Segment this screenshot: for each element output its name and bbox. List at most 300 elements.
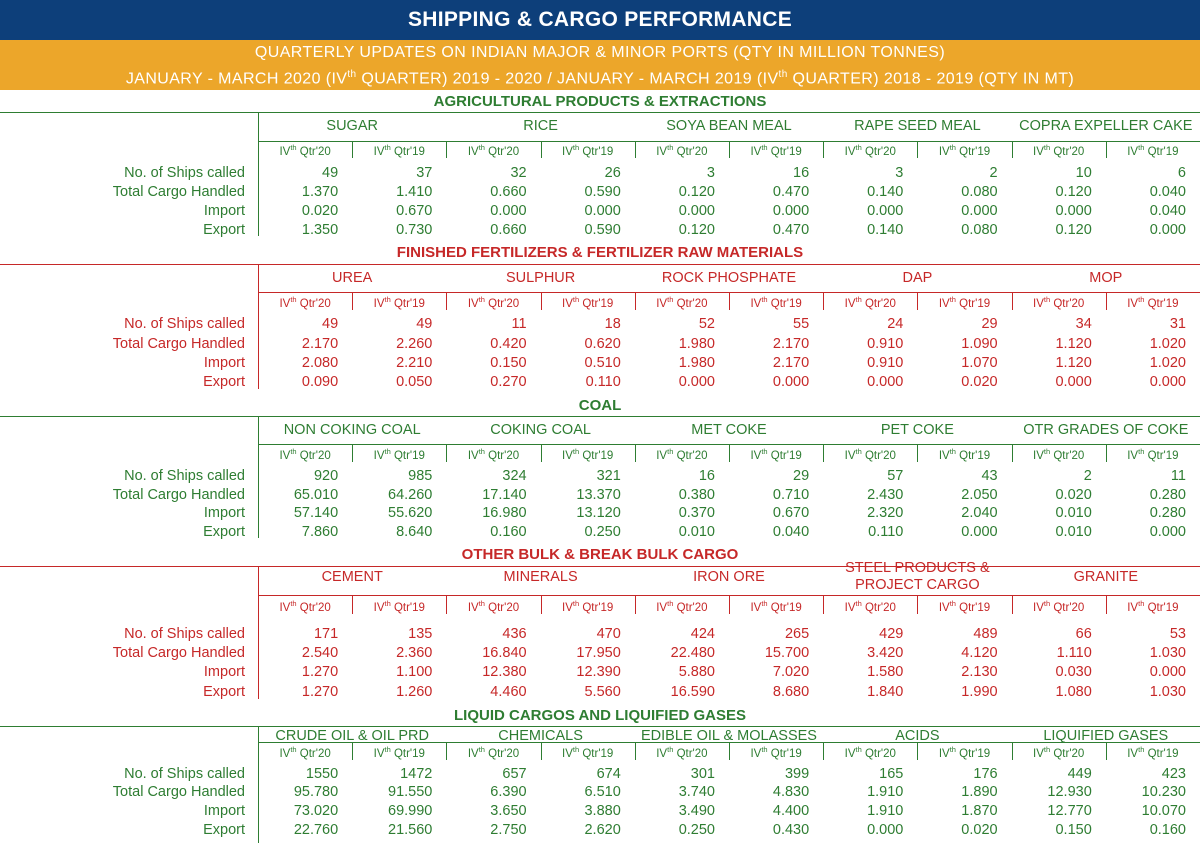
quarter-base: IV bbox=[1033, 297, 1044, 310]
row-label: Import bbox=[203, 803, 245, 819]
table-cell: 0.120 bbox=[1055, 184, 1092, 200]
row-label: Import bbox=[203, 505, 245, 521]
row-label: Export bbox=[203, 684, 245, 700]
table-cell: 449 bbox=[1067, 766, 1092, 782]
quarter-base: IV bbox=[844, 145, 856, 158]
row-label: Export bbox=[203, 524, 245, 540]
table-cell: 1.910 bbox=[867, 803, 904, 819]
quarter-year: Qtr'19 bbox=[955, 747, 991, 760]
quarter-header bbox=[917, 295, 1011, 310]
quarter-sup: th bbox=[384, 143, 391, 152]
table-cell: 16 bbox=[698, 468, 715, 484]
quarter-year: Qtr'20 bbox=[484, 449, 520, 462]
table-cell: 2.170 bbox=[301, 336, 339, 352]
table-cell: 11 bbox=[511, 316, 527, 332]
row-label: Import bbox=[203, 664, 245, 680]
quarter-base: IV bbox=[1033, 449, 1044, 462]
table-cell: 13.370 bbox=[576, 487, 621, 503]
section-top-rule bbox=[0, 112, 1200, 113]
table-cell: 1.080 bbox=[1055, 684, 1092, 700]
quarter-base: IV bbox=[1033, 747, 1044, 760]
table-cell: 8.680 bbox=[772, 684, 810, 700]
quarter-sup: th bbox=[855, 745, 862, 754]
table-cell: 0.020 bbox=[301, 203, 339, 219]
quarter-sup: th bbox=[572, 295, 580, 304]
quarter-year: Qtr'19 bbox=[767, 145, 802, 158]
table-cell: 176 bbox=[973, 766, 998, 782]
quarter-year: Qtr'20 bbox=[673, 297, 708, 310]
table-cell: 135 bbox=[408, 626, 433, 642]
quarter-sup: th bbox=[572, 143, 580, 152]
table-cell: 301 bbox=[690, 766, 715, 782]
quarter-base: IV bbox=[562, 747, 573, 760]
table-cell: 10 bbox=[1075, 165, 1092, 181]
quarter-year: Qtr'19 bbox=[1144, 297, 1179, 310]
quarter-header bbox=[258, 447, 352, 462]
table-cell: 1.270 bbox=[301, 684, 339, 700]
quarter-header bbox=[541, 599, 635, 614]
table-cell: 1.890 bbox=[961, 784, 998, 800]
table-cell: 12.930 bbox=[1047, 784, 1092, 800]
quarter-year: Qtr'19 bbox=[579, 601, 614, 614]
quarter-header bbox=[635, 143, 729, 158]
quarter-header bbox=[258, 295, 352, 310]
quarter-sup: th bbox=[855, 599, 862, 608]
quarter-sup: th bbox=[1138, 447, 1145, 456]
quarter-base: IV bbox=[938, 747, 950, 760]
table-cell: 0.000 bbox=[1149, 664, 1186, 680]
quarter-year: Qtr'19 bbox=[390, 747, 425, 760]
section-top-rule bbox=[0, 726, 1200, 727]
table-cell: 0.020 bbox=[961, 374, 998, 390]
category-label: GRANITE bbox=[1073, 569, 1139, 585]
table-cell: 16 bbox=[793, 165, 810, 181]
category-label: RAPE SEED MEAL bbox=[854, 118, 981, 134]
table-cell: 10.230 bbox=[1141, 784, 1186, 800]
subtitle-line-2-part-1: JANUARY - MARCH 2020 (IV bbox=[125, 70, 348, 88]
row-label: Total Cargo Handled bbox=[112, 645, 245, 661]
quarter-header bbox=[635, 295, 729, 310]
table-cell: 1.120 bbox=[1055, 336, 1092, 352]
table-cell: 6.390 bbox=[490, 784, 527, 800]
category-label: SOYA BEAN MEAL bbox=[666, 118, 792, 134]
quarter-header bbox=[1012, 143, 1106, 158]
quarter-base: IV bbox=[844, 297, 856, 310]
quarter-header bbox=[635, 745, 729, 760]
quarter-sup: th bbox=[1043, 745, 1051, 754]
table-cell: 674 bbox=[596, 766, 621, 782]
row-label: No. of Ships called bbox=[124, 468, 245, 484]
table-cell: 436 bbox=[502, 626, 527, 642]
category-label: STEEL PRODUCTS & PROJECT CARGO bbox=[845, 560, 990, 593]
quarter-sup: th bbox=[478, 295, 485, 304]
category-label: NON COKING COAL bbox=[283, 422, 421, 438]
section-5 bbox=[0, 706, 1200, 849]
category-label: CHEMICALS bbox=[498, 728, 583, 744]
table-cell: 12.390 bbox=[576, 664, 621, 680]
quarter-year: Qtr'19 bbox=[390, 601, 425, 614]
quarter-base: IV bbox=[562, 449, 573, 462]
category-label: MINERALS bbox=[503, 569, 578, 585]
quarter-sup: th bbox=[384, 295, 391, 304]
quarter-header bbox=[729, 143, 823, 158]
table-cell: 0.280 bbox=[1149, 505, 1186, 521]
quarter-base: IV bbox=[1127, 747, 1139, 760]
table-cell: 12.380 bbox=[482, 664, 527, 680]
table-cell: 0.420 bbox=[490, 336, 527, 352]
category-label: CEMENT bbox=[321, 569, 383, 585]
subtitle-line-2-sup-1: th bbox=[347, 69, 357, 80]
quarter-base: IV bbox=[562, 601, 573, 614]
table-cell: 0.590 bbox=[584, 222, 621, 238]
quarter-base: IV bbox=[467, 145, 479, 158]
table-cell: 0.000 bbox=[490, 203, 527, 219]
table-cell: 0.120 bbox=[678, 184, 715, 200]
quarter-year: Qtr'19 bbox=[1144, 747, 1179, 760]
quarter-year: Qtr'20 bbox=[296, 747, 331, 760]
quarter-header bbox=[1012, 745, 1106, 760]
table-cell: 0.660 bbox=[490, 222, 527, 238]
quarter-sup: th bbox=[384, 745, 391, 754]
table-cell: 489 bbox=[973, 626, 998, 642]
quarter-header bbox=[729, 447, 823, 462]
quarter-year: Qtr'20 bbox=[296, 145, 331, 158]
quarter-base: IV bbox=[938, 145, 950, 158]
quarter-year: Qtr'20 bbox=[484, 601, 520, 614]
row-label: Total Cargo Handled bbox=[112, 487, 245, 503]
table-cell: 34 bbox=[1075, 316, 1092, 332]
table-cell: 49 bbox=[416, 316, 433, 332]
quarter-header bbox=[446, 599, 540, 614]
table-cell: 64.260 bbox=[388, 487, 433, 503]
table-cell: 24 bbox=[887, 316, 904, 332]
category-label: MOP bbox=[1089, 270, 1123, 286]
section-2 bbox=[0, 243, 1200, 395]
table-cell: 2.050 bbox=[961, 487, 998, 503]
quarter-sup: th bbox=[1138, 599, 1145, 608]
quarter-header bbox=[729, 745, 823, 760]
table-cell: 0.000 bbox=[1055, 203, 1092, 219]
quarter-year: Qtr'20 bbox=[673, 747, 708, 760]
quarter-sup: th bbox=[761, 447, 768, 456]
quarter-base: IV bbox=[279, 145, 291, 158]
table-cell: 171 bbox=[313, 626, 339, 642]
quarter-base: IV bbox=[656, 449, 668, 462]
quarter-header bbox=[823, 143, 917, 158]
quarter-sup: th bbox=[949, 143, 956, 152]
table-cell: 1.110 bbox=[1056, 645, 1092, 661]
quarter-header bbox=[823, 295, 917, 310]
table-cell: 4.400 bbox=[772, 803, 810, 819]
quarter-year: Qtr'19 bbox=[767, 297, 802, 310]
quarter-base: IV bbox=[750, 747, 762, 760]
table-cell: 4.460 bbox=[490, 684, 527, 700]
table-cell: 4.830 bbox=[772, 784, 810, 800]
quarter-header bbox=[1012, 295, 1106, 310]
page-title: SHIPPING & CARGO PERFORMANCE bbox=[0, 0, 1200, 40]
table-cell: 91.550 bbox=[388, 784, 433, 800]
quarter-header bbox=[258, 745, 352, 760]
section-top-rule bbox=[0, 566, 1200, 567]
quarter-header bbox=[1012, 599, 1106, 614]
section-1 bbox=[0, 92, 1200, 242]
quarter-year: Qtr'19 bbox=[390, 449, 425, 462]
quarter-year: Qtr'20 bbox=[1050, 601, 1085, 614]
table-cell: 0.270 bbox=[490, 374, 527, 390]
section-title: LIQUID CARGOS AND LIQUIFIED GASES bbox=[454, 707, 746, 724]
table-cell: 1.350 bbox=[301, 222, 339, 238]
quarter-sup: th bbox=[855, 295, 862, 304]
table-cell: 0.590 bbox=[584, 184, 621, 200]
table-cell: 0.510 bbox=[584, 355, 621, 371]
quarter-year: Qtr'19 bbox=[1144, 449, 1179, 462]
quarter-sup: th bbox=[384, 599, 391, 608]
table-cell: 2.540 bbox=[301, 645, 339, 661]
quarter-sup: th bbox=[949, 745, 956, 754]
table-cell: 657 bbox=[502, 766, 527, 782]
table-cell: 470 bbox=[596, 626, 621, 642]
category-label: COPRA EXPELLER CAKE bbox=[1019, 118, 1193, 134]
table-cell: 0.000 bbox=[772, 203, 810, 219]
quarter-base: IV bbox=[656, 747, 668, 760]
table-cell: 321 bbox=[596, 468, 621, 484]
category-label: SUGAR bbox=[326, 118, 378, 134]
table-cell: 0.000 bbox=[1149, 524, 1186, 540]
quarter-base: IV bbox=[373, 601, 385, 614]
table-cell: 0.040 bbox=[772, 524, 810, 540]
table-cell: 1.910 bbox=[867, 784, 904, 800]
quarter-base: IV bbox=[656, 297, 668, 310]
table-cell: 6.510 bbox=[584, 784, 621, 800]
table-cell: 3.880 bbox=[584, 803, 621, 819]
table-cell: 31 bbox=[1169, 316, 1186, 332]
quarter-base: IV bbox=[844, 449, 856, 462]
row-label: Export bbox=[203, 374, 245, 390]
subtitle-banner bbox=[0, 40, 1200, 90]
table-cell: 0.250 bbox=[678, 822, 715, 838]
table-cell: 55 bbox=[793, 316, 810, 332]
category-label: DAP bbox=[902, 270, 933, 286]
subtitle-line-2-part-2: QUARTER) 2019 - 2020 / JANUARY - MARCH 2019 (IV bbox=[356, 70, 779, 88]
quarter-sup: th bbox=[667, 447, 674, 456]
category-label: OTR GRADES OF COKE bbox=[1023, 422, 1189, 438]
quarter-base: IV bbox=[844, 601, 856, 614]
table-cell: 324 bbox=[502, 468, 527, 484]
table-cell: 29 bbox=[981, 316, 998, 332]
category-label: LIQUIFIED GASES bbox=[1043, 728, 1169, 744]
table-cell: 0.020 bbox=[961, 822, 998, 838]
table-cell: 53 bbox=[1169, 626, 1186, 642]
quarter-sup: th bbox=[949, 295, 956, 304]
table-cell: 0.250 bbox=[584, 524, 621, 540]
quarter-year: Qtr'20 bbox=[1050, 449, 1085, 462]
table-cell: 2.320 bbox=[867, 505, 904, 521]
table-cell: 16.980 bbox=[482, 505, 527, 521]
table-cell: 22.480 bbox=[670, 645, 715, 661]
subtitle-line-2-sup-2: th bbox=[778, 69, 788, 80]
quarter-header bbox=[823, 745, 917, 760]
table-cell: 0.660 bbox=[490, 184, 527, 200]
quarter-header bbox=[446, 447, 540, 462]
category-label: RICE bbox=[523, 118, 558, 134]
quarter-base: IV bbox=[373, 297, 385, 310]
table-cell: 1.980 bbox=[678, 355, 715, 371]
quarter-header bbox=[352, 295, 446, 310]
quarter-base: IV bbox=[373, 747, 385, 760]
table-cell: 43 bbox=[981, 468, 998, 484]
section-top-rule bbox=[0, 416, 1200, 417]
quarter-header bbox=[1106, 745, 1200, 760]
quarter-sup: th bbox=[667, 143, 674, 152]
quarter-sup: th bbox=[572, 745, 580, 754]
table-cell: 429 bbox=[879, 626, 904, 642]
quarter-header bbox=[541, 447, 635, 462]
table-cell: 65.010 bbox=[293, 487, 339, 503]
table-cell: 2.210 bbox=[396, 355, 433, 371]
quarter-base: IV bbox=[750, 601, 762, 614]
quarter-year: Qtr'20 bbox=[861, 601, 896, 614]
quarter-year: Qtr'19 bbox=[579, 145, 614, 158]
quarter-header bbox=[635, 599, 729, 614]
table-cell: 2 bbox=[1083, 468, 1092, 484]
quarter-year: Qtr'19 bbox=[767, 449, 802, 462]
quarter-header bbox=[446, 295, 540, 310]
quarter-sup: th bbox=[667, 599, 674, 608]
table-cell: 1.990 bbox=[961, 684, 998, 700]
table-cell: 0.730 bbox=[396, 222, 433, 238]
table-cell: 15.700 bbox=[764, 645, 810, 661]
table-cell: 0.470 bbox=[772, 184, 810, 200]
category-label: COKING COAL bbox=[490, 422, 591, 438]
quarter-sup: th bbox=[478, 447, 485, 456]
quarter-sup: th bbox=[1138, 745, 1145, 754]
quarter-sup: th bbox=[761, 745, 768, 754]
quarter-sup: th bbox=[667, 295, 674, 304]
table-cell: 2.080 bbox=[301, 355, 339, 371]
table-cell: 17.950 bbox=[576, 645, 621, 661]
row-label: Export bbox=[203, 822, 245, 838]
table-cell: 1.980 bbox=[678, 336, 715, 352]
quarter-sup: th bbox=[290, 143, 297, 152]
quarter-year: Qtr'20 bbox=[861, 145, 896, 158]
table-cell: 0.140 bbox=[867, 184, 904, 200]
quarter-year: Qtr'20 bbox=[861, 449, 896, 462]
category-label: ROCK PHOSPHATE bbox=[661, 270, 797, 286]
table-cell: 0.080 bbox=[961, 222, 998, 238]
table-cell: 920 bbox=[313, 468, 339, 484]
table-cell: 2.750 bbox=[490, 822, 527, 838]
table-cell: 0.000 bbox=[1055, 374, 1092, 390]
quarter-year: Qtr'20 bbox=[296, 601, 331, 614]
quarter-base: IV bbox=[938, 449, 950, 462]
quarter-year: Qtr'20 bbox=[1050, 145, 1085, 158]
quarter-sup: th bbox=[290, 295, 297, 304]
quarter-base: IV bbox=[938, 601, 950, 614]
table-cell: 3.650 bbox=[490, 803, 527, 819]
table-cell: 0.040 bbox=[1149, 184, 1186, 200]
table-cell: 0.000 bbox=[584, 203, 621, 219]
table-cell: 0.010 bbox=[678, 524, 715, 540]
row-label: Import bbox=[203, 203, 245, 219]
table-cell: 2.130 bbox=[961, 664, 998, 680]
quarter-sup: th bbox=[290, 745, 297, 754]
quarter-sup: th bbox=[1043, 447, 1051, 456]
section-title: FINISHED FERTILIZERS & FERTILIZER RAW MATERIALS bbox=[396, 244, 804, 261]
quarter-header bbox=[729, 599, 823, 614]
quarter-header bbox=[917, 745, 1011, 760]
quarter-base: IV bbox=[467, 449, 479, 462]
quarter-year: Qtr'19 bbox=[955, 601, 991, 614]
table-cell: 1.870 bbox=[961, 803, 998, 819]
quarter-year: Qtr'20 bbox=[673, 449, 708, 462]
quarter-header bbox=[258, 143, 352, 158]
table-cell: 0.000 bbox=[867, 203, 904, 219]
table-cell: 165 bbox=[879, 766, 904, 782]
table-cell: 1472 bbox=[400, 766, 433, 782]
table-cell: 0.710 bbox=[772, 487, 810, 503]
table-cell: 29 bbox=[793, 468, 810, 484]
quarter-year: Qtr'20 bbox=[484, 297, 520, 310]
row-label: Total Cargo Handled bbox=[112, 336, 245, 352]
quarter-base: IV bbox=[844, 747, 856, 760]
table-cell: 1.090 bbox=[961, 336, 998, 352]
category-label: SULPHUR bbox=[505, 270, 576, 286]
table-cell: 1.410 bbox=[396, 184, 433, 200]
table-cell: 0.670 bbox=[772, 505, 810, 521]
table-cell: 0.000 bbox=[772, 374, 810, 390]
table-cell: 0.150 bbox=[490, 355, 527, 371]
section-title: COAL bbox=[578, 397, 622, 414]
table-cell: 52 bbox=[698, 316, 715, 332]
table-cell: 37 bbox=[416, 165, 433, 181]
quarter-base: IV bbox=[279, 297, 291, 310]
quarter-header bbox=[541, 143, 635, 158]
category-label: MET COKE bbox=[691, 422, 767, 438]
table-cell: 95.780 bbox=[293, 784, 339, 800]
table-cell: 424 bbox=[690, 626, 715, 642]
quarter-base: IV bbox=[1127, 449, 1139, 462]
quarter-sup: th bbox=[855, 143, 862, 152]
table-cell: 0.050 bbox=[396, 374, 433, 390]
table-cell: 0.140 bbox=[867, 222, 904, 238]
quarter-header bbox=[917, 143, 1011, 158]
table-cell: 0.110 bbox=[868, 524, 904, 540]
subtitle-line-2 bbox=[0, 63, 1200, 91]
table-cell: 5.560 bbox=[584, 684, 621, 700]
row-label: Export bbox=[203, 222, 245, 238]
table-cell: 55.620 bbox=[388, 505, 433, 521]
quarter-base: IV bbox=[656, 601, 668, 614]
quarter-base: IV bbox=[1127, 601, 1139, 614]
table-cell: 0.120 bbox=[678, 222, 715, 238]
section-top-rule bbox=[0, 264, 1200, 265]
quarter-year: Qtr'20 bbox=[296, 449, 331, 462]
category-label: PET COKE bbox=[880, 422, 954, 438]
quarter-header bbox=[823, 447, 917, 462]
quarter-year: Qtr'19 bbox=[955, 297, 991, 310]
quarter-header bbox=[729, 295, 823, 310]
quarter-base: IV bbox=[656, 145, 668, 158]
quarter-base: IV bbox=[1127, 297, 1139, 310]
quarter-header bbox=[635, 447, 729, 462]
table-cell: 1.370 bbox=[301, 184, 339, 200]
table-cell: 2 bbox=[989, 165, 998, 181]
table-cell: 7.860 bbox=[301, 524, 339, 540]
table-cell: 49 bbox=[322, 165, 339, 181]
table-cell: 1.030 bbox=[1149, 684, 1186, 700]
quarter-year: Qtr'20 bbox=[861, 747, 896, 760]
quarter-year: Qtr'19 bbox=[579, 449, 614, 462]
